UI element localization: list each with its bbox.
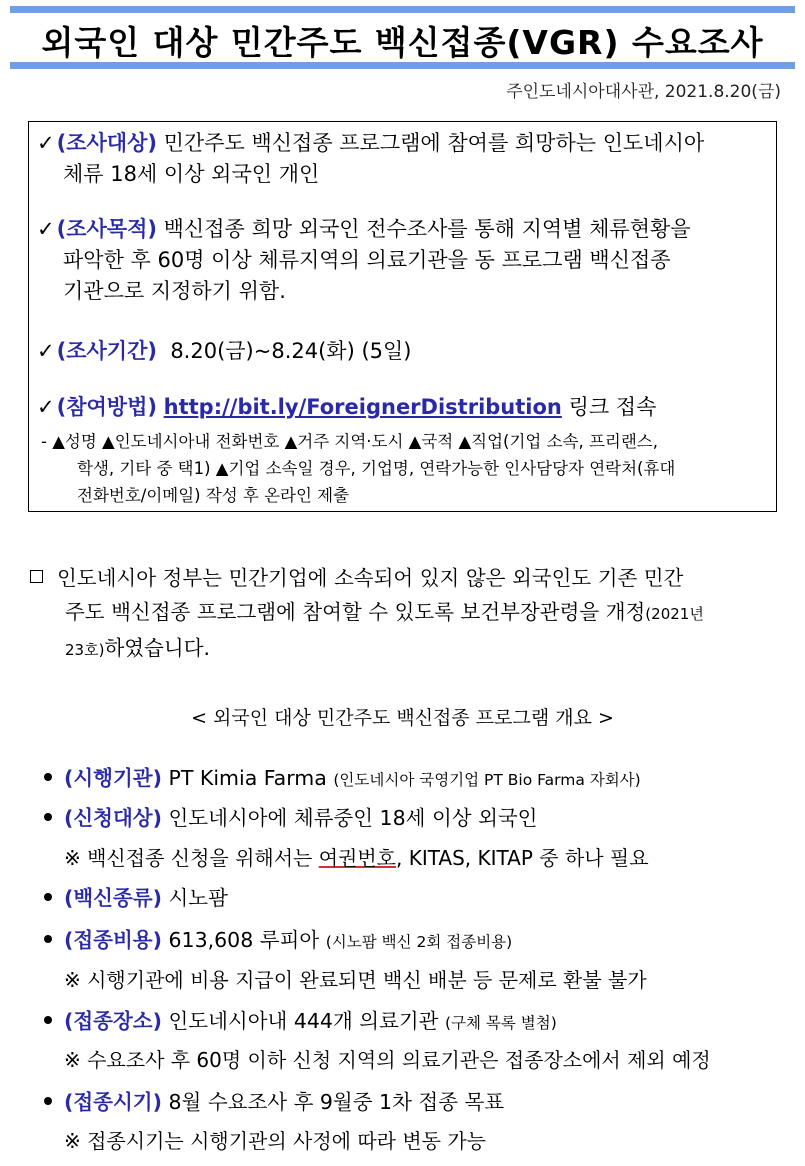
place-text: 인도네시아내 444개 의료기관 bbox=[168, 1009, 439, 1033]
survey-period-item bbox=[37, 336, 766, 367]
eligible-note-post: , KITAS, KITAP 중 하나 필요 bbox=[396, 846, 649, 870]
survey-period-tag: (조사기간) bbox=[56, 339, 157, 363]
bullet-icon bbox=[44, 1097, 52, 1105]
page-title: 외국인 대상 민간주도 백신접종(VGR) 수요조사 bbox=[41, 23, 764, 62]
survey-method-details bbox=[41, 428, 764, 509]
survey-method-detail-line: 전화번호/이메일) 작성 후 온라인 제출 bbox=[77, 486, 350, 505]
survey-target-item bbox=[37, 128, 766, 190]
overview-item-vaccine bbox=[44, 883, 785, 913]
time-note: ※ 접종시기는 시행기관의 사정에 따라 변동 가능 bbox=[64, 1129, 486, 1153]
bullet-icon bbox=[44, 893, 52, 901]
intro-line: 인도네시아 정부는 민간기업에 소속되어 있지 않은 외국인도 기존 민간 bbox=[57, 566, 684, 590]
survey-purpose-item bbox=[37, 214, 766, 307]
eligible-text: 인도네시아에 체류중인 18세 이상 외국인 bbox=[168, 806, 538, 830]
title-bottom-rule bbox=[10, 62, 795, 69]
survey-summary-box bbox=[28, 121, 777, 512]
eligible-tag: (신청대상) bbox=[64, 806, 162, 830]
check-icon: ✓ bbox=[37, 339, 55, 363]
eligible-note-pre: ※ 백신접종 신청을 위해서는 bbox=[64, 846, 313, 870]
survey-period-text: 8.20(금)~8.24(화) (5일) bbox=[170, 339, 412, 363]
survey-target-text-cont: 체류 18세 이상 외국인 개인 bbox=[63, 162, 320, 186]
overview-item-cost bbox=[44, 925, 785, 957]
square-bullet-icon bbox=[30, 570, 43, 583]
check-icon: ✓ bbox=[37, 131, 55, 155]
survey-purpose-text-cont2: 기관으로 지정하기 위함. bbox=[63, 279, 286, 303]
overview-item-agency bbox=[44, 763, 785, 795]
intro-reg-number-cont: 23호) bbox=[65, 641, 105, 659]
agency-text: PT Kimia Farma bbox=[168, 766, 327, 790]
check-icon: ✓ bbox=[37, 395, 55, 419]
place-note: ※ 수요조사 후 60명 이하 신청 지역의 의료기관은 접종장소에서 제외 예정 bbox=[64, 1048, 711, 1072]
survey-target-tag: (조사대상) bbox=[56, 131, 157, 155]
survey-purpose-tag: (조사목적) bbox=[56, 217, 157, 241]
vaccine-tag: (백신종류) bbox=[64, 886, 162, 910]
cost-note: ※ 시행기관에 비용 지급이 완료되면 백신 배분 등 문제로 환불 불가 bbox=[64, 968, 647, 992]
intro-line: 하였습니다. bbox=[104, 636, 210, 660]
cost-text: 613,608 루피아 bbox=[168, 928, 320, 952]
survey-link[interactable]: http://bit.ly/ForeignerDistribution bbox=[163, 395, 562, 419]
time-tag: (접종시기) bbox=[64, 1090, 162, 1114]
agency-note: (인도네시아 국영기업 PT Bio Farma 자회사) bbox=[333, 771, 641, 789]
agency-tag: (시행기관) bbox=[64, 766, 162, 790]
place-tag: (접종장소) bbox=[64, 1009, 162, 1033]
place-note-inline: (구체 목록 별첨) bbox=[445, 1014, 557, 1032]
passport-number-mark: 여권번호 bbox=[318, 846, 396, 870]
survey-method-suffix: 링크 접속 bbox=[568, 395, 657, 419]
survey-method-item bbox=[37, 392, 766, 423]
time-text: 8월 수요조사 후 9월중 1차 접종 목표 bbox=[168, 1090, 505, 1114]
overview-item-eligible bbox=[44, 803, 785, 833]
cost-note-inline: (시노팜 백신 2회 접종비용) bbox=[325, 933, 513, 951]
survey-method-detail-line: - ▲성명 ▲인도네시아내 전화번호 ▲거주 지역·도시 ▲국적 ▲직업(기업 소속, 프리랜스, bbox=[41, 432, 658, 451]
bullet-icon bbox=[44, 935, 52, 943]
overview-item-place bbox=[44, 1006, 785, 1038]
bullet-icon bbox=[44, 813, 52, 821]
intro-paragraph bbox=[30, 561, 779, 667]
overview-title: < 외국인 대상 민간주도 백신접종 프로그램 개요 > bbox=[191, 707, 614, 729]
eligible-note bbox=[64, 843, 785, 873]
survey-purpose-text: 백신접종 희망 외국인 전수조사를 통해 지역별 체류현황을 bbox=[163, 217, 691, 241]
bullet-icon bbox=[44, 773, 52, 781]
bullet-icon bbox=[44, 1016, 52, 1024]
org-date-line: 주인도네시아대사관, 2021.8.20(금) bbox=[506, 82, 781, 102]
cost-tag: (접종비용) bbox=[64, 928, 162, 952]
intro-line: 주도 백신접종 프로그램에 참여할 수 있도록 보건부장관령을 개정 bbox=[65, 600, 646, 624]
survey-target-text: 민간주도 백신접종 프로그램에 참여를 희망하는 인도네시아 bbox=[163, 131, 705, 155]
survey-purpose-text-cont: 파악한 후 60명 이상 체류지역의 의료기관을 동 프로그램 백신접종 bbox=[63, 248, 671, 272]
check-icon: ✓ bbox=[37, 217, 55, 241]
overview-item-time bbox=[44, 1087, 785, 1117]
intro-reg-number: (2021년 bbox=[645, 605, 704, 623]
title-top-rule bbox=[10, 6, 795, 13]
vaccine-text: 시노팜 bbox=[168, 886, 228, 910]
survey-method-tag: (참여방법) bbox=[56, 395, 157, 419]
survey-method-detail-line: 학생, 기타 중 택1) ▲기업 소속일 경우, 기업명, 연락가능한 인사담당자 연락처(휴대 bbox=[77, 459, 676, 478]
